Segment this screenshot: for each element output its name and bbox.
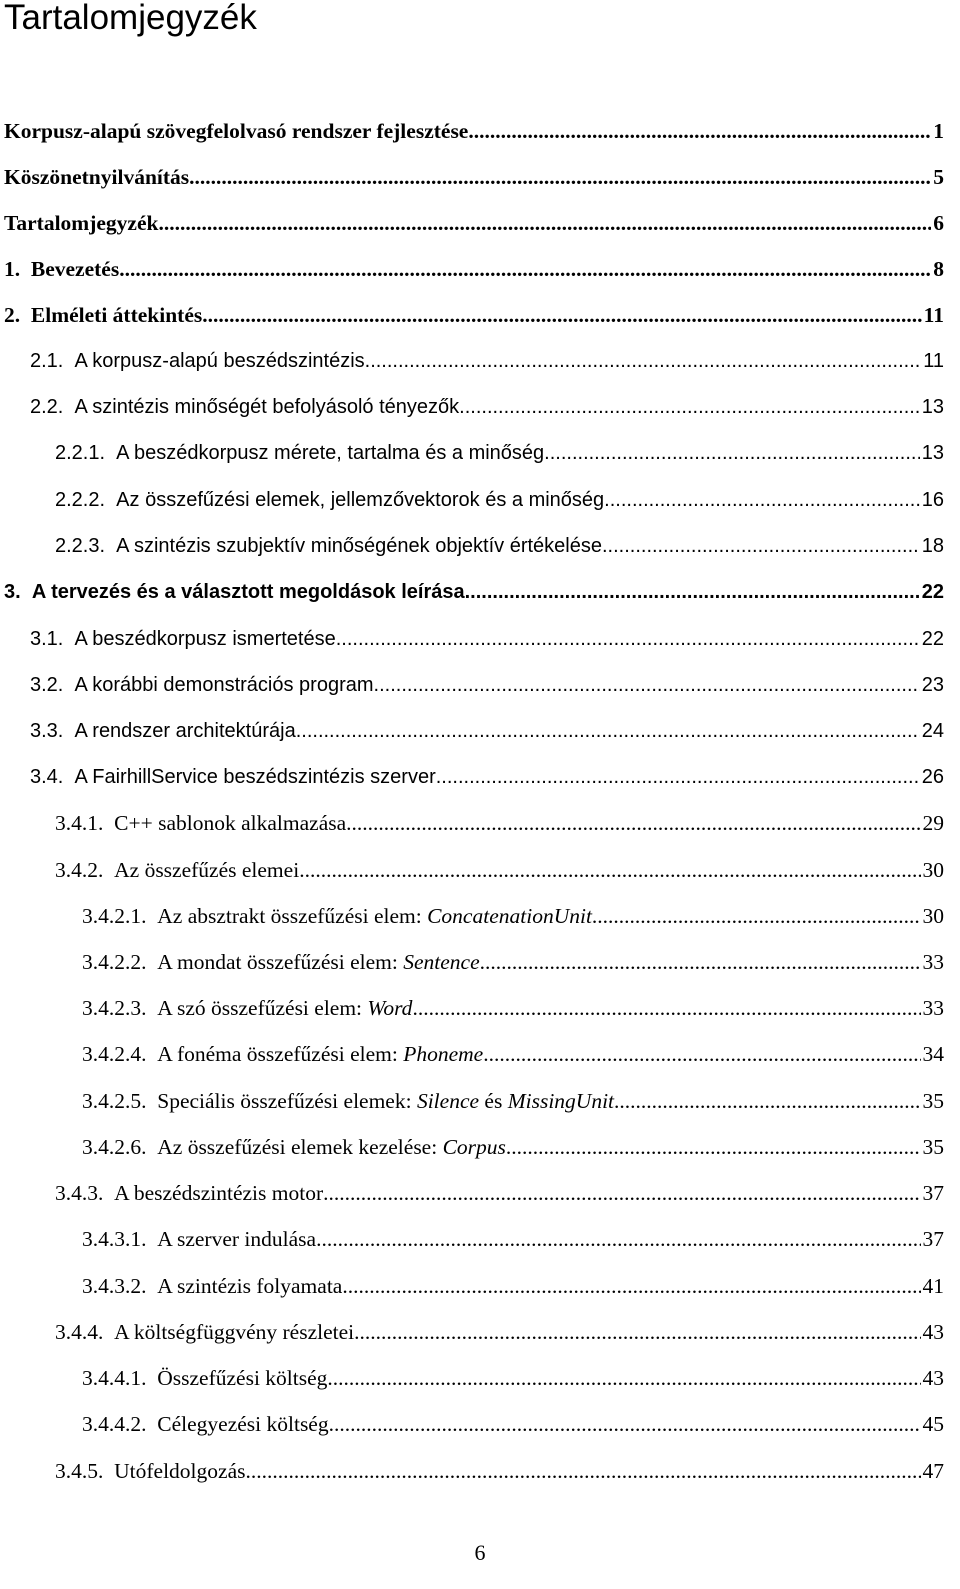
toc-leader-dots <box>119 256 931 282</box>
toc-entry-page: 45 <box>922 1412 944 1436</box>
toc-entry-title: C++ sablonok alkalmazása <box>114 811 347 835</box>
toc-leader-dots <box>604 487 920 513</box>
toc-leader-dots <box>436 764 920 790</box>
toc-entry-title: A szintézis szubjektív minőségének objektív értékelése <box>116 535 602 557</box>
toc-entry[interactable] <box>0 1126 944 1160</box>
toc-entry[interactable] <box>0 1033 944 1067</box>
toc-leader-dots <box>336 626 920 652</box>
toc-entry-number: 3.4.2.4. <box>82 1042 147 1066</box>
toc-leader-dots <box>544 440 920 466</box>
toc-entry-number: 2.2. <box>30 396 64 418</box>
toc-entry-title: A beszédkorpusz ismertetése <box>74 628 336 650</box>
toc-leader-dots <box>329 1411 921 1437</box>
toc-leader-dots <box>323 1180 920 1206</box>
toc-leader-dots <box>483 1041 920 1067</box>
toc-entry-title: Bevezetés <box>30 257 120 281</box>
toc-entry-number: 3.4. <box>30 766 64 788</box>
toc-entry-page: 33 <box>922 996 944 1020</box>
toc-leader-dots <box>614 1088 920 1114</box>
toc-entry-title: Az absztrakt összefűzési elem: ConcatenationUnit <box>157 904 592 928</box>
toc-entry[interactable] <box>0 710 944 744</box>
toc-entry[interactable] <box>0 386 944 420</box>
toc-entry-page: 8 <box>933 257 944 281</box>
toc-entry-page: 29 <box>922 811 944 835</box>
toc-entry-page: 37 <box>922 1227 944 1251</box>
toc-entry-number: 3.1. <box>30 628 64 650</box>
toc-entry-title: A szintézis folyamata <box>157 1274 343 1298</box>
toc-entry-number: 3.4.2.2. <box>82 950 147 974</box>
toc-entry-title: A költségfüggvény részletei <box>114 1320 355 1344</box>
toc-entry[interactable] <box>0 340 944 374</box>
page-title: Tartalomjegyzék <box>4 0 257 37</box>
toc-entry-number: 3.4.5. <box>55 1459 104 1483</box>
toc-entry-title: A rendszer architektúrája <box>74 720 296 742</box>
toc-entry-page: 1 <box>933 119 944 143</box>
toc-leader-dots <box>480 949 921 975</box>
toc-entry-number: 3.4.2.3. <box>82 996 147 1020</box>
toc-entry-page: 30 <box>922 904 944 928</box>
toc-entry-title: Utófeldolgozás <box>114 1459 246 1483</box>
toc-entry-page: 24 <box>921 720 944 742</box>
toc-entry[interactable] <box>0 1080 944 1114</box>
toc-leader-dots <box>465 579 920 605</box>
toc-entry-page: 13 <box>921 442 944 464</box>
toc-entry-number: 2.2.1. <box>55 442 106 464</box>
toc-entry-number: 2.2.2. <box>55 489 106 511</box>
toc-leader-dots <box>316 1226 920 1252</box>
toc-entry-number: 3.4.3.1. <box>82 1227 147 1251</box>
toc-entry[interactable] <box>0 1172 944 1206</box>
toc-entry-page: 35 <box>922 1089 944 1113</box>
toc-entry-page: 43 <box>922 1320 944 1344</box>
toc-entry-number: 3.4.2.6. <box>82 1135 147 1159</box>
toc-entry[interactable] <box>0 849 944 883</box>
toc-entry[interactable] <box>0 571 944 605</box>
toc-entry-title: Az összefűzés elemei <box>114 858 300 882</box>
toc-entry[interactable] <box>0 156 944 190</box>
toc-entry-number: 3.3. <box>30 720 64 742</box>
toc-entry-title: A beszédkorpusz mérete, tartalma és a minőség <box>116 442 545 464</box>
toc-entry-page: 47 <box>922 1459 944 1483</box>
toc-leader-dots <box>374 672 920 698</box>
toc-entry[interactable] <box>0 110 944 144</box>
toc-leader-dots <box>158 210 931 236</box>
toc-entry[interactable] <box>0 987 944 1021</box>
toc-entry-number: 3.4.4.2. <box>82 1412 147 1436</box>
toc-entry-number: 3.4.4. <box>55 1320 104 1344</box>
toc-entry[interactable] <box>0 756 944 790</box>
toc-entry-title: A mondat összefűzési elem: Sentence <box>157 950 480 974</box>
toc-entry[interactable] <box>0 1450 944 1484</box>
toc-entry-title: A tervezés és a választott megoldások leírása <box>31 581 465 603</box>
toc-entry-title: A szerver indulása <box>157 1227 317 1251</box>
toc-entry[interactable] <box>0 479 944 513</box>
toc-entry-title: Speciális összefűzési elemek: Silence és MissingUnit <box>157 1089 615 1113</box>
toc-entry-page: 37 <box>922 1181 944 1205</box>
toc-entry-title: A fonéma összefűzési elem: Phoneme <box>157 1042 484 1066</box>
toc-entry-page: 6 <box>933 211 944 235</box>
toc-entry-number: 3.4.2.1. <box>82 904 147 928</box>
toc-entry-number: 3.4.3.2. <box>82 1274 147 1298</box>
toc-entry[interactable] <box>0 664 944 698</box>
toc-entry-title: Az összefűzési elemek, jellemzővektorok és a minőség <box>116 489 605 511</box>
toc-leader-dots <box>299 857 920 883</box>
toc-entry-page: 22 <box>921 581 944 603</box>
toc-entry-page: 26 <box>921 766 944 788</box>
toc-entry[interactable] <box>0 202 944 236</box>
toc-entry-number: 3.4.1. <box>55 811 104 835</box>
toc-entry-title: Köszönetnyilvánítás <box>4 165 190 189</box>
toc-entry[interactable] <box>0 618 944 652</box>
toc-entry-title: A beszédszintézis motor <box>114 1181 324 1205</box>
toc-entry-page: 22 <box>921 628 944 650</box>
toc-entry-page: 16 <box>921 489 944 511</box>
toc-entry-page: 43 <box>922 1366 944 1390</box>
toc-entry[interactable] <box>0 1403 944 1437</box>
toc-leader-dots <box>468 118 931 144</box>
toc-leader-dots <box>412 995 920 1021</box>
toc-entry[interactable] <box>0 1311 944 1345</box>
toc-entry-number: 1. <box>4 257 21 281</box>
toc-entry-number: 2.2.3. <box>55 535 106 557</box>
toc-entry-page: 34 <box>922 1042 944 1066</box>
toc-entry-title: Korpusz-alapú szövegfelolvasó rendszer fejlesztése <box>4 119 469 143</box>
toc-leader-dots <box>296 718 920 744</box>
toc-entry-page: 33 <box>922 950 944 974</box>
toc-entry-page: 11 <box>923 350 944 372</box>
toc-entry[interactable] <box>0 895 944 929</box>
toc-leader-dots <box>327 1365 920 1391</box>
toc-entry-title: Az összefűzési elemek kezelése: Corpus <box>157 1135 506 1159</box>
toc-entry-title: A FairhillService beszédszintézis szerver <box>74 766 436 788</box>
toc-leader-dots <box>365 348 922 374</box>
toc-entry-title: A szó összefűzési elem: Word <box>157 996 413 1020</box>
toc-leader-dots <box>459 394 920 420</box>
toc-entry-page: 11 <box>923 303 944 327</box>
toc-entry-number: 3.4.4.1. <box>82 1366 147 1390</box>
toc-entry-page: 13 <box>921 396 944 418</box>
toc-leader-dots <box>506 1134 921 1160</box>
toc-leader-dots <box>346 810 920 836</box>
toc-leader-dots <box>189 164 931 190</box>
toc-entry-page: 18 <box>921 535 944 557</box>
toc-entry[interactable] <box>0 525 944 559</box>
toc-entry[interactable] <box>0 1218 944 1252</box>
toc-entry[interactable] <box>0 294 944 328</box>
toc-leader-dots <box>602 533 920 559</box>
toc-entry-title: A korábbi demonstrációs program <box>74 674 374 696</box>
toc-entry-number: 3. <box>4 581 21 603</box>
toc-leader-dots <box>245 1458 920 1484</box>
toc-leader-dots <box>202 302 921 328</box>
toc-leader-dots <box>354 1319 920 1345</box>
toc-entry[interactable] <box>0 802 944 836</box>
toc-entry[interactable] <box>0 432 944 466</box>
toc-entry-title: A szintézis minőségét befolyásoló tényezők <box>74 396 460 418</box>
toc-entry-page: 23 <box>921 674 944 696</box>
toc-entry-number: 3.2. <box>30 674 64 696</box>
toc-entry-title: Célegyezési költség <box>157 1412 329 1436</box>
toc-entry[interactable] <box>0 1357 944 1391</box>
toc-entry-number: 3.4.2. <box>55 858 104 882</box>
toc-entry-title: A korpusz-alapú beszédszintézis <box>74 350 365 372</box>
toc-entry-title: Tartalomjegyzék <box>4 211 159 235</box>
toc-entry-number: 2. <box>4 303 21 327</box>
toc-entry[interactable] <box>0 941 944 975</box>
toc-entry-number: 3.4.2.5. <box>82 1089 147 1113</box>
toc-entry-page: 30 <box>922 858 944 882</box>
toc-leader-dots <box>592 903 921 929</box>
toc-leader-dots <box>342 1273 920 1299</box>
toc-entry-page: 41 <box>922 1274 944 1298</box>
toc-entry-title: Elméleti áttekintés <box>30 303 203 327</box>
toc-entry[interactable] <box>0 1265 944 1299</box>
toc-entry-title: Összefűzési költség <box>157 1366 328 1390</box>
toc-entry[interactable] <box>0 248 944 282</box>
page-number: 6 <box>474 1540 486 1565</box>
toc-entry-number: 2.1. <box>30 350 64 372</box>
toc-entry-number: 3.4.3. <box>55 1181 104 1205</box>
toc-entry-page: 5 <box>933 165 944 189</box>
toc-entry-page: 35 <box>922 1135 944 1159</box>
